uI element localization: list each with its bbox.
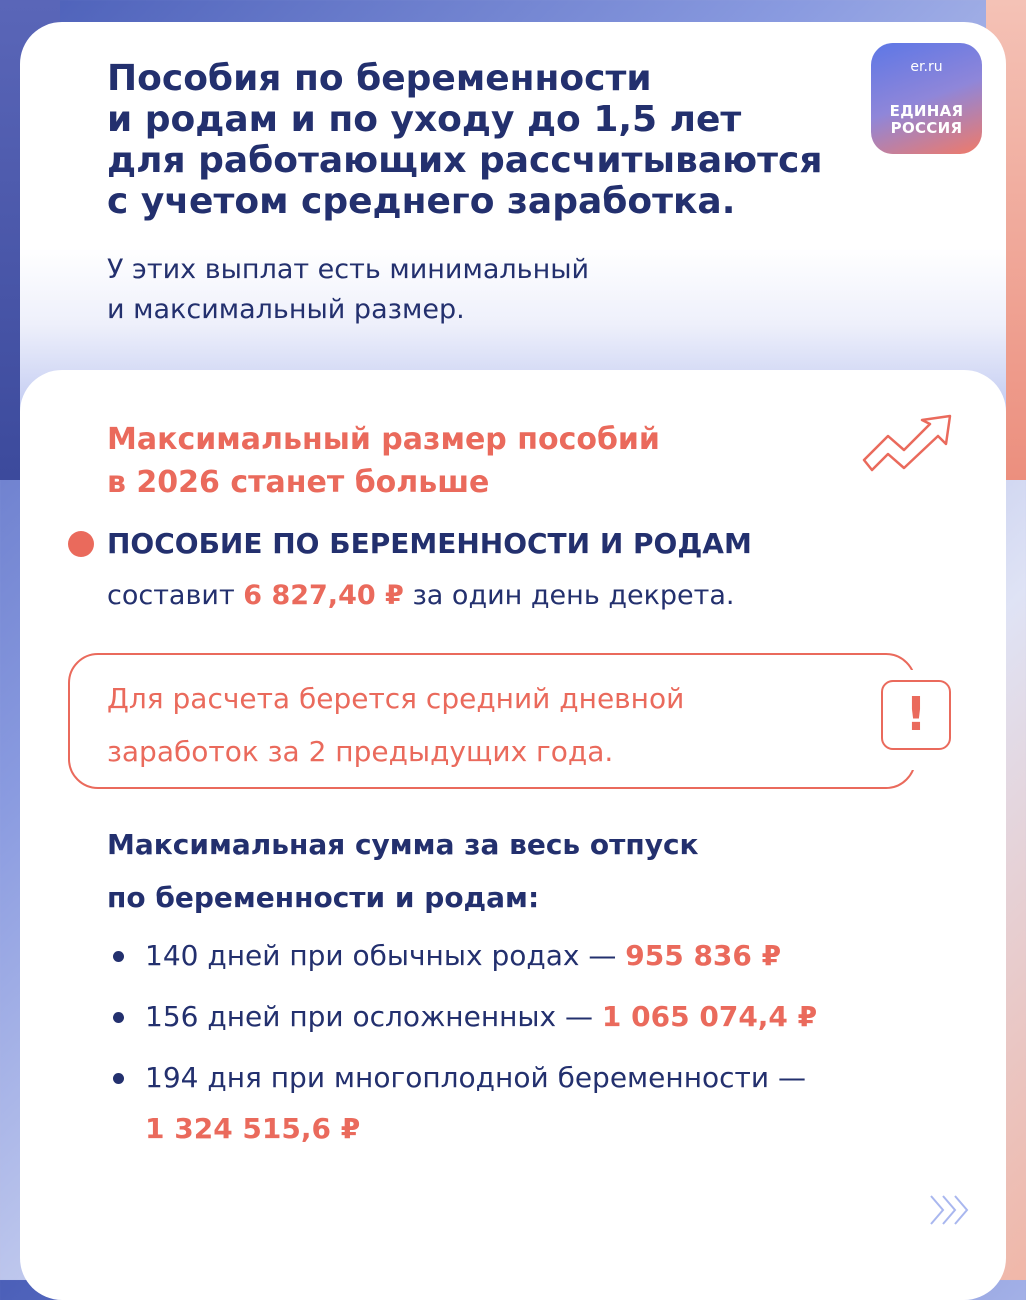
benefit-prefix: составит [107, 580, 235, 611]
edinaya-rossiya-logo [871, 43, 982, 154]
section-title-line: в 2026 станет больше [107, 465, 490, 500]
list-item-text: 194 дня при многоплодной беременности — [145, 1061, 806, 1094]
list-item [107, 991, 927, 1042]
list-item-amount: 955 836 ₽ [625, 939, 782, 972]
title-line: с учетом среднего заработка. [107, 181, 736, 222]
exclamation-icon: ! [881, 680, 951, 750]
list-item-amount: 1 324 515,6 ₽ [145, 1112, 361, 1145]
bullet-dot [68, 531, 94, 557]
benefit-line [107, 577, 735, 615]
logo-name [871, 103, 982, 137]
logo-site: er.ru [910, 59, 943, 75]
benefit-amount: 6 827,40 ₽ [243, 580, 404, 611]
logo-name-line: РОССИЯ [890, 119, 963, 137]
list-item-amount: 1 065 074,4 ₽ [601, 1000, 818, 1033]
list-item [107, 1052, 927, 1154]
note-text [107, 672, 827, 778]
benefit-suffix: за один день декрета. [412, 580, 735, 611]
note-line: Для расчета берется средний дневной [107, 682, 685, 715]
section-title-line: Максимальный размер пособий [107, 422, 660, 457]
summary-title-line: по беременности и родам: [107, 881, 540, 914]
summary-title-line: Максимальная сумма за весь отпуск [107, 828, 699, 861]
title-line: для работающих рассчитываются [107, 140, 823, 181]
title-line: и родам и по уходу до 1,5 лет [107, 99, 742, 140]
section-title [107, 418, 787, 504]
summary-list [107, 930, 927, 1164]
note-line: заработок за 2 предыдущих года. [107, 735, 614, 768]
benefit-title: ПОСОБИЕ ПО БЕРЕМЕННОСТИ И РОДАМ [107, 527, 752, 560]
subtitle-line: У этих выплат есть минимальный [107, 254, 590, 285]
title-line: Пособия по беременности [107, 58, 652, 99]
list-item [107, 930, 927, 981]
summary-title [107, 818, 807, 924]
list-item-text: 156 дней при осложненных — [145, 1000, 594, 1033]
next-chevrons-icon[interactable] [925, 1190, 975, 1230]
trend-up-arrow-icon [858, 410, 958, 480]
list-item-text: 140 дней при обычных родах — [145, 939, 617, 972]
subtitle-line: и максимальный размер. [107, 294, 465, 325]
page-subtitle [107, 250, 807, 330]
page-title [107, 58, 847, 222]
logo-name-line: ЕДИНАЯ [889, 102, 964, 120]
